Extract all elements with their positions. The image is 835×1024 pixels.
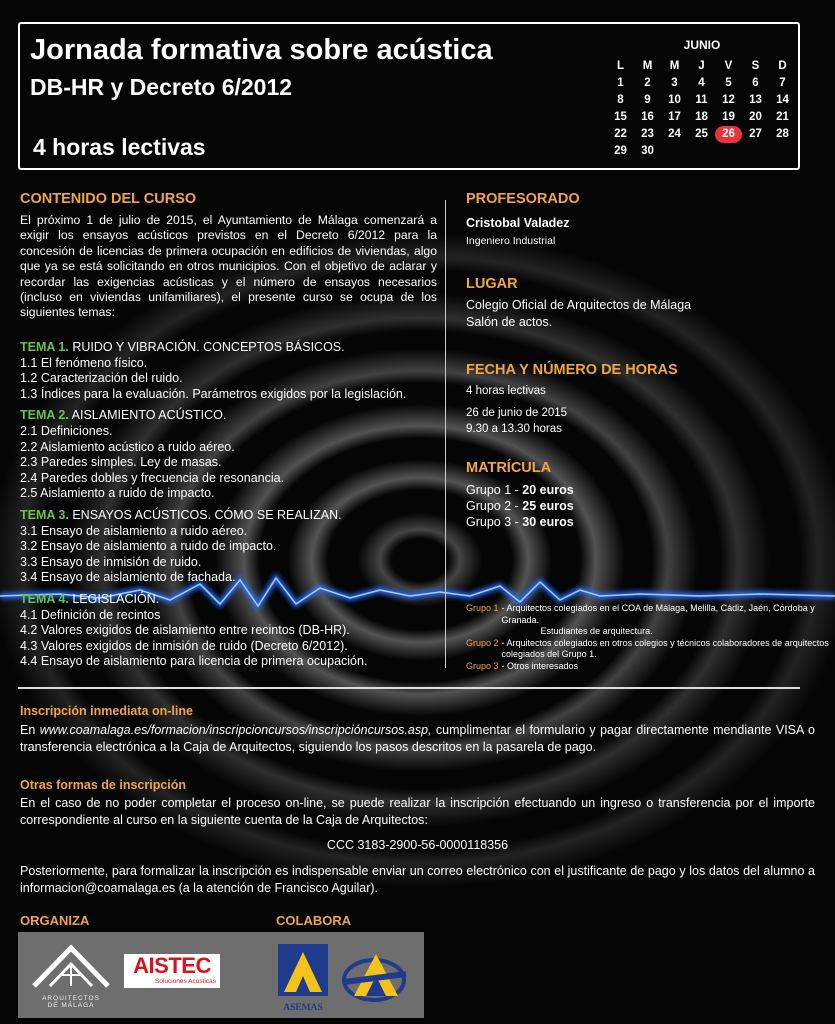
price: 20 euros [522,483,574,497]
coa-logo-text-2: DE MÁLAGA [47,1002,95,1009]
tema-item: 3.2 Ensayo de aislamiento a ruido de impacto. [20,539,277,554]
tema-title: RUIDO Y VIBRACIÓN. CONCEPTOS BÁSICOS. [68,340,345,354]
caja-arquitectos-logo [340,946,410,1006]
matricula-heading: MATRÍCULA [466,460,552,476]
fecha-time: 9.30 a 13.30 horas [466,423,562,435]
calendar-day: 29 [614,145,627,157]
tema-item: 4.4 Ensayo de aislamiento para licencia de primera ocupación. [20,654,368,669]
tema-item: 2.5 Aislamiento a ruido de impacto. [20,486,215,501]
fecha-date: 26 de junio de 2015 [466,407,568,419]
calendar-day: 2 [644,77,651,89]
calendar-day: 30 [641,145,654,157]
calendar-weekday: J [698,60,705,72]
title-hours: 4 horas lectivas [33,134,206,160]
tema-block [20,340,440,402]
calendar-day: 4 [698,77,705,89]
calendar-day: 19 [722,111,735,123]
calendar-weekday: L [616,60,625,72]
coa-logo-text-1: ARQUITECTOS [42,995,100,1002]
coa-roof-icon [28,942,114,990]
calendar-day: 24 [668,128,681,140]
asemas-triangle-icon [274,942,332,998]
title-line-1: Jornada formativa sobre acústica [30,34,493,66]
calendar-day-highlighted: 26 [715,126,742,143]
calendar-day: 17 [668,111,681,123]
tema-title: LEGISLACIÓN. [68,591,160,606]
calendar-weekday: M [669,60,680,72]
tema-item: 3.3 Ensayo de inmisión de ruido. [20,554,202,569]
calendar-day: 21 [776,111,789,123]
otras-formas-text-2: Posteriormente, para formalizar la inscripción es indispensable enviar un correo electrónico con el justificante de pago y los datos del alumno a informacion@coamalaga.es (a la atención de Francisco Aguilar). [20,864,815,895]
calendar-day: 28 [776,128,789,140]
asemas-logo-text: ASEMAS [283,1003,323,1013]
tema-item: 2.4 Paredes dobles y frecuencia de resonancia. [20,470,285,485]
footnote-text: - Otros interesados [501,660,579,671]
organiza-heading: ORGANIZA [20,913,90,928]
tema-item: 3.4 Ensayo de aislamiento de fachada. [20,570,236,585]
calendar-day: 8 [617,94,624,106]
fecha-hours: 4 horas lectivas [466,385,546,397]
lugar-heading: LUGAR [466,276,518,292]
aistec-logo-sub: Soluciones Acústicas [154,978,216,985]
footnote-key: Grupo 1 [466,603,499,613]
calendar-day: 27 [749,128,762,140]
inscripcion-online-heading: Inscripción inmediata on-line [20,704,193,718]
asemas-logo [274,942,332,1014]
footnote-row [466,638,835,661]
group-footnotes [466,603,835,672]
temas-list [20,340,440,676]
calendar-day: 20 [749,111,762,123]
matricula-group-3: Grupo 3 - 30 euros [466,515,574,529]
tema-item: 4.3 Valores exigidos de inmisión de ruido (Decreto 6/2012). [20,638,348,653]
tema-label: TEMA 1. [20,340,69,354]
tema-label: TEMA 2. [20,408,69,423]
contenido-intro: El próximo 1 de julio de 2015, el Ayuntamiento de Málaga comenzará a exigir los ensayos acústicos previstos en el Decreto 6/2012 para la concesión de licencias de primera ocupación en edificios de viviendas, algo que ya se está solicitando en otros municipios. Con el objetivo de aclarar y recordar las exigencias acústicas y el número de ensayos necesarios (incluso en viviendas unifamiliares), el presente curso se ocupa de los siguientes temas: [20,213,437,320]
tema-item: 3.1 Ensayo de aislamiento a ruido aéreo. [20,523,248,538]
calendar-day: 11 [695,94,708,106]
footnote-row [466,661,835,673]
ccc-account: CCC 3183-2900-56-0000118356 [326,838,509,852]
calendar-month: JUNIO [683,38,721,52]
tema-item: 4.2 Valores exigidos de aislamiento entre recintos (DB-HR). [20,623,350,638]
tema-item: 1.1 El fenómeno físico. [20,355,148,370]
colabora-heading: COLABORA [276,913,352,928]
calendar-weekday: V [724,60,733,72]
tema-label: TEMA 3. [20,507,69,522]
footnote-text: - Arquitectos colegiados en el COA de Málaga, Melilla, Cádiz, Jaén, Córdoba y Granada. Estudiantes de arquitectura. [501,603,815,636]
calendar-grid [607,58,797,160]
matricula-group-1: Grupo 1 - 20 euros [466,483,574,497]
lugar-line-2: Salón de actos. [466,315,553,329]
inscripcion-online-text: En www.coamalaga.es/formacion/inscripcioncursos/inscripcióncursos.asp, cumplimentar el formulario y pagar directamente mendiante VISA o transferencia electrónica a la Caja de Arquitectos, siguiendo los pasos descritos en la pasarela de pago. [20,723,815,754]
calendar-day: 15 [614,111,627,123]
caja-logo-icon [340,946,410,1006]
calendar-day: 10 [668,94,681,106]
contenido-heading: CONTENIDO DEL CURSO [20,191,197,207]
footnote-key: Grupo 2 [466,637,499,648]
tema-item: 2.3 Paredes simples. Ley de masas. [20,455,222,470]
logos-strip [18,932,424,1018]
aistec-logo-text: AISTEC [133,953,211,978]
calendar-day: 12 [722,94,735,106]
inscripcion-url-link[interactable]: www.coamalaga.es/formacion/inscripcioncursos/inscripcióncursos.asp, [39,723,432,737]
title-line-2: DB-HR y Decreto 6/2012 [30,74,293,100]
calendar [607,38,797,160]
calendar-day: 13 [749,94,762,106]
aistec-logo [124,954,220,988]
calendar-day: 3 [671,77,678,89]
footnote-key: Grupo 3 [466,660,499,671]
calendar-day: 25 [695,128,708,140]
price: 25 euros [522,499,574,513]
otras-formas-heading: Otras formas de inscripción [20,778,187,792]
calendar-day: 14 [776,94,789,106]
calendar-weekday: S [751,60,760,72]
tema-title: AISLAMIENTO ACÚSTICO. [68,408,227,423]
calendar-weekday: D [778,60,787,72]
tema-item: 4.1 Definición de recintos [20,607,161,622]
calendar-weekday: M [642,60,653,72]
tema-item: 2.1 Definiciones. [20,423,113,438]
matricula-group-2: Grupo 2 - 25 euros [466,499,574,513]
profesorado-heading: PROFESORADO [466,191,580,207]
tema-block [20,592,440,670]
calendar-day: 18 [695,111,708,123]
tema-item: 2.2 Aislamiento acústico a ruido aéreo. [20,439,235,454]
calendar-day: 22 [614,128,627,140]
coa-malaga-logo [28,942,114,1012]
profesor-role: Ingeniero Industrial [466,235,556,247]
price: 30 euros [522,515,574,529]
column-divider [445,200,446,668]
footnote-text: - Arquitectos colegiados en otros colegios y técnicos colaboradores de arquitectos colegiados del Grupo 1. [501,637,829,659]
calendar-day: 7 [779,77,786,89]
lugar-line-1: Colegio Oficial de Arquitectos de Málaga [466,298,692,312]
tema-item: 1.2 Caracterización del ruido. [20,371,183,386]
calendar-day: 5 [725,77,732,89]
tema-item: 1.3 Índices para la evaluación. Parámetros exigidos por la legislación. [20,386,407,401]
calendar-day: 16 [641,111,654,123]
footnote-row [466,603,835,638]
calendar-day: 1 [617,77,624,89]
profesor-name: Cristobal Valadez [466,216,570,230]
calendar-day: 23 [641,128,654,140]
tema-label: TEMA 4. [20,591,69,606]
tema-title: ENSAYOS ACÚSTICOS. CÓMO SE REALIZAN. [68,507,342,522]
tema-block [20,508,440,586]
calendar-day: 6 [752,77,759,89]
tema-block [20,408,440,502]
section-divider [18,687,800,689]
calendar-day: 9 [644,94,651,106]
otras-formas-text: En el caso de no poder completar el proceso on-line, se puede realizar la inscripción efectuando un ingreso o transferencia por el importe correspondiente al curso en la siguiente cuenta de la Caja de Arquitectos: [20,796,815,827]
fecha-heading: FECHA Y NÚMERO DE HORAS [466,362,678,378]
